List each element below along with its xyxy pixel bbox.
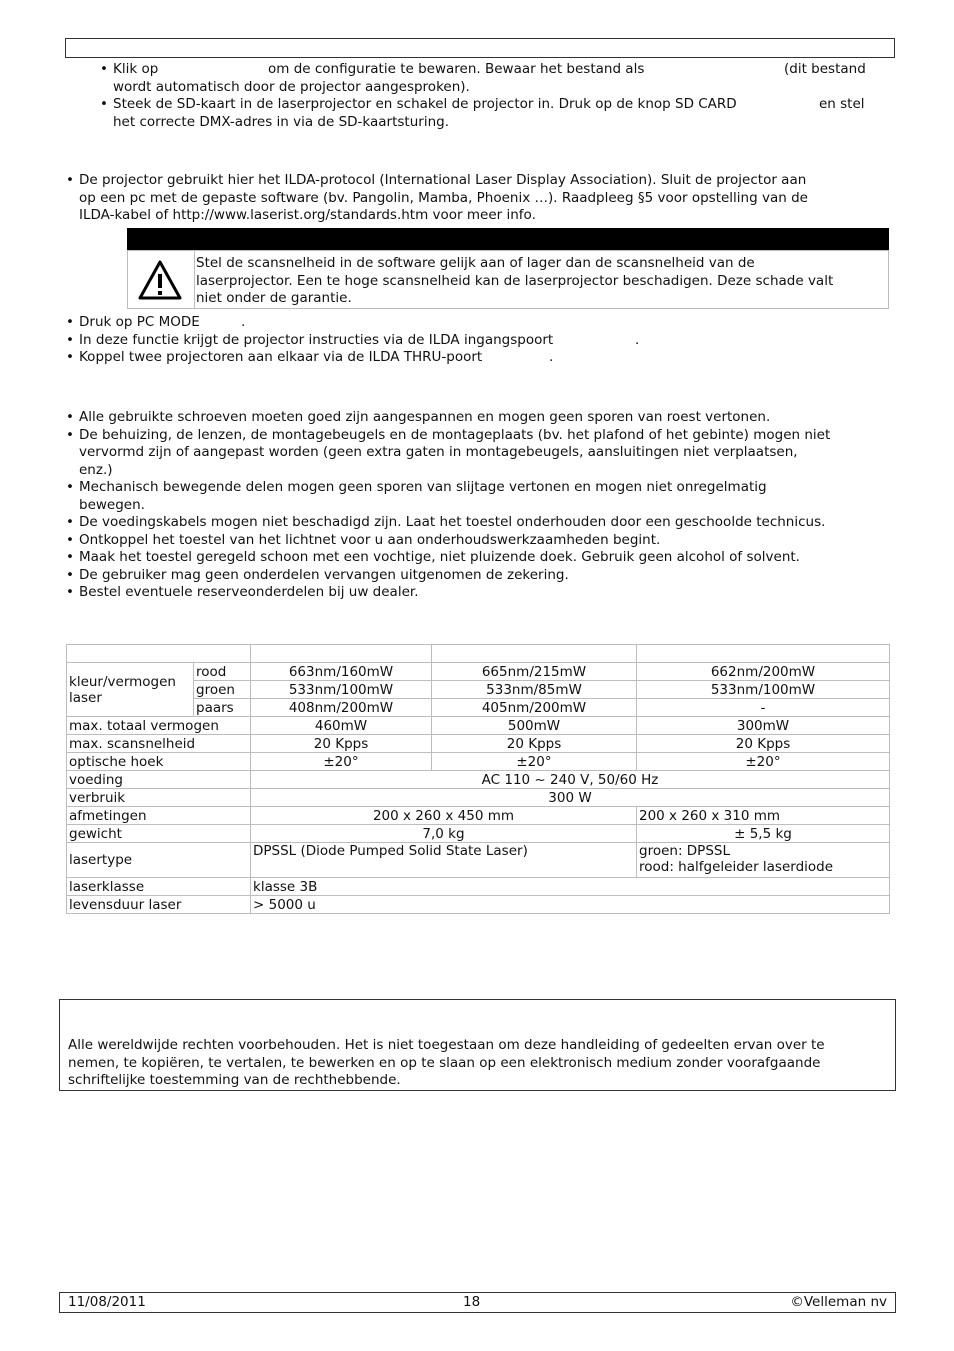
list-item: • Druk op PC MODE . — [66, 314, 896, 332]
copyright-box — [59, 999, 896, 1091]
footer-page-number: 18 — [463, 1293, 481, 1310]
footer-company: ©Velleman nv — [790, 1293, 887, 1310]
maintenance-list — [66, 409, 896, 602]
table-row: verbruik 300 W — [67, 789, 890, 807]
list-item: • De behuizing, de lenzen, de montagebeugels en de montageplaats (bv. het plafond of het gebinte) mogen niet vervormd zijn of aangepast worden (geen extra gaten in montagebeugels, aansluitingen niet verplaatsen, enz.) — [66, 427, 896, 480]
table-row: laserklasse klasse 3B — [67, 878, 890, 896]
warning-header-bar — [127, 228, 889, 250]
table-header-row — [67, 645, 890, 663]
table-row: afmetingen 200 x 260 x 450 mm 200 x 260 x 310 mm — [67, 807, 890, 825]
warning-box — [127, 250, 889, 309]
ilda-intro — [66, 172, 896, 225]
warning-text: Stel de scansnelheid in de software gelijk aan of lager dan de scansnelheid van de laserprojector. Een te hoge scansnelheid kan de laserprojector beschadigen. Deze schade valt niet onder de garantie. — [196, 255, 834, 306]
list-item: • In deze functie krijgt de projector instructies via de ILDA ingangspoort . — [66, 332, 896, 350]
pc-mode-steps — [66, 314, 896, 367]
list-item: • De gebruiker mag geen onderdelen vervangen uitgenomen de zekering. — [66, 567, 896, 585]
table-row: kleur/vermogen laser rood 663nm/160mW 665nm/215mW 662nm/200mW — [67, 663, 890, 681]
table-row: max. totaal vermogen 460mW 500mW 300mW — [67, 717, 890, 735]
list-item: • Steek de SD-kaart in de laserprojector en schakel de projector in. Druk op de knop SD CARD en stel het correcte DMX-adres in via de SD-kaartsturing. — [100, 96, 890, 131]
specs-table — [66, 644, 890, 914]
list-item: • Klik op om de configuratie te bewaren. Bewaar het bestand als (dit bestand wordt automatisch door de projector aangesproken). — [100, 61, 890, 96]
row-label: kleur/vermogen laser — [67, 663, 194, 717]
table-row: max. scansnelheid 20 Kpps 20 Kpps 20 Kpps — [67, 735, 890, 753]
copyright-text: Alle wereldwijde rechten voorbehouden. Het is niet toegestaan om deze handleiding of gedeelten ervan over te nemen, te kopiëren, te vertalen, te bewerken en op te slaan op een elektronisch medium zonder voorafgaande schriftelijke toestemming van de rechthebbende. — [68, 1037, 825, 1088]
warning-icon-cell — [128, 251, 195, 308]
table-row: groen 533nm/100mW 533nm/85mW 533nm/100mW — [67, 681, 890, 699]
list-item: • Bestel eventuele reserveonderdelen bij uw dealer. — [66, 584, 896, 602]
table-row: paars 408nm/200mW 405nm/200mW - — [67, 699, 890, 717]
table-row: voeding AC 110 ~ 240 V, 50/60 Hz — [67, 771, 890, 789]
page-footer — [59, 1292, 896, 1313]
specs-table-wrap — [66, 644, 890, 914]
footer-date: 11/08/2011 — [68, 1293, 146, 1310]
list-item: • Koppel twee projectoren aan elkaar via de ILDA THRU-poort . — [66, 349, 896, 367]
list-item: • Mechanisch bewegende delen mogen geen sporen van slijtage vertonen en mogen niet onregelmatig bewegen. — [66, 479, 896, 514]
section-header-box — [65, 38, 895, 58]
list-item: • Ontkoppel het toestel van het lichtnet voor u aan onderhoudswerkzaamheden begint. — [66, 532, 896, 550]
list-item: • De projector gebruikt hier het ILDA-protocol (International Laser Display Association). Sluit de projector aan op een pc met de gepaste software (bv. Pangolin, Mamba, Phoenix …). Raadpleeg §5 voor opstelling van de ILDA-kabel of http://www.laserist.org/standards.htm voor meer info. — [66, 172, 896, 225]
table-row: lasertype DPSSL (Diode Pumped Solid State Laser) groen: DPSSL rood: halfgeleider laserdiode — [67, 843, 890, 878]
table-row: optische hoek ±20° ±20° ±20° — [67, 753, 890, 771]
table-row: levensduur laser > 5000 u — [67, 896, 890, 914]
sd-card-steps — [100, 61, 890, 131]
table-row: gewicht 7,0 kg ± 5,5 kg — [67, 825, 890, 843]
warning-triangle-icon — [138, 260, 182, 300]
list-item: • Maak het toestel geregeld schoon met een vochtige, niet pluizende doek. Gebruik geen alcohol of solvent. — [66, 549, 896, 567]
list-item: • De voedingskabels mogen niet beschadigd zijn. Laat het toestel onderhouden door een geschoolde technicus. — [66, 514, 896, 532]
list-item: • Alle gebruikte schroeven moeten goed zijn aangespannen en mogen geen sporen van roest vertonen. — [66, 409, 896, 427]
